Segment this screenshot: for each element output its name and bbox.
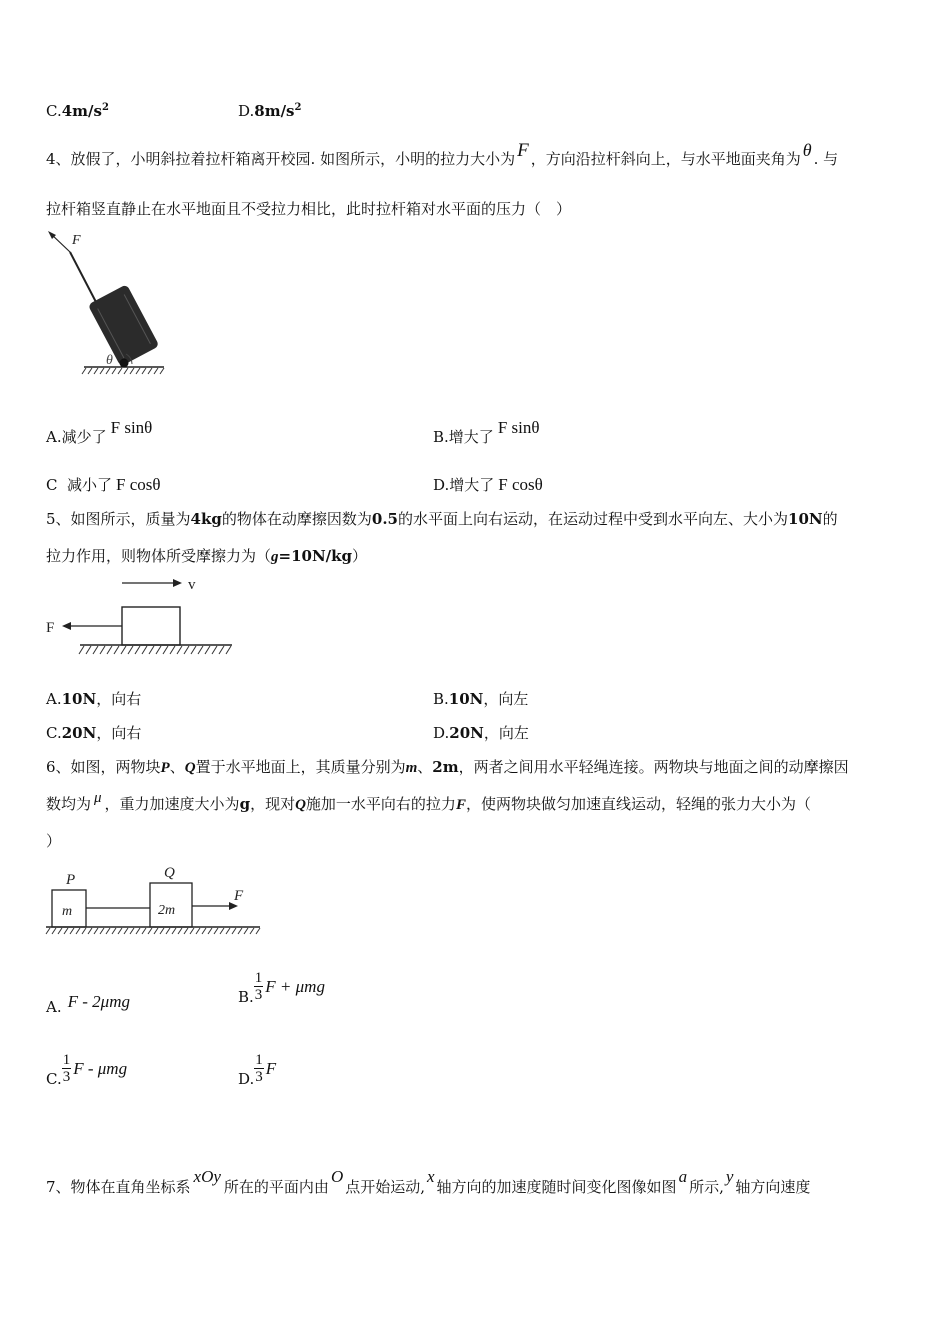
- fraction-numerator: 1: [62, 1052, 71, 1068]
- q6-option-d: [238, 1052, 277, 1088]
- q6-stem-line3: ）: [46, 832, 62, 850]
- velocity-label: v: [188, 577, 196, 593]
- fraction-one-third: [62, 1052, 72, 1085]
- text: 所在的平面内由: [223, 1178, 329, 1196]
- force-symbol: F: [455, 797, 466, 813]
- force-label: F: [46, 620, 55, 636]
- text: 5、如图所示，质量为: [46, 510, 191, 528]
- unit-exponent: 2: [101, 102, 109, 113]
- option-label: D.: [238, 1069, 255, 1088]
- block: [122, 607, 180, 645]
- option-expression: F + μmg: [265, 976, 325, 996]
- option-value: 20N: [449, 724, 484, 742]
- text: 的: [822, 510, 838, 528]
- q5-option-b: [433, 688, 528, 709]
- q5-option-d: [433, 722, 529, 743]
- option-value: 4m/s: [61, 102, 102, 120]
- text: ，现对: [250, 795, 296, 813]
- text: 施加一水平向右的拉力: [305, 795, 456, 813]
- option-label: D.: [238, 102, 255, 120]
- q6-stem-line1: [46, 756, 849, 777]
- fraction-one-third: [254, 970, 264, 1003]
- q-label: Q: [164, 865, 175, 881]
- fraction-denominator: 3: [254, 987, 263, 1003]
- velocity-arrowhead: [173, 579, 182, 587]
- q5-block-figure: [40, 572, 240, 664]
- option-direction: ，向左: [483, 724, 529, 742]
- option-label: B.: [433, 428, 449, 446]
- option-label: C: [46, 476, 58, 494]
- text: ，重力加速度大小为: [104, 795, 240, 813]
- gravity-symbol: g: [271, 549, 279, 565]
- q6-option-b: [238, 970, 325, 1006]
- text: 6、如图，两物块: [46, 758, 161, 776]
- angle-symbol: θ: [802, 140, 812, 160]
- fraction-denominator: 3: [62, 1069, 71, 1085]
- option-label: A.: [46, 998, 62, 1016]
- ground-hatching: [79, 646, 231, 654]
- suitcase-body: [88, 284, 160, 366]
- q5-option-a: [46, 688, 141, 709]
- text: ）: [352, 547, 368, 565]
- option-expression: F cosθ: [498, 475, 543, 494]
- option-label: D.: [433, 724, 450, 742]
- text: 、: [169, 758, 185, 776]
- q5-stem-line2: [46, 545, 367, 566]
- option-label: B.: [238, 987, 254, 1006]
- text: 7、物体在直角坐标系: [46, 1178, 191, 1196]
- option-direction: ，向左: [483, 690, 529, 708]
- option-value: 10N: [61, 690, 97, 708]
- text: . 与: [813, 150, 839, 168]
- force-arrowhead: [62, 622, 71, 630]
- text: ，两者之间用水平轻绳连接。两物块与地面之间的动摩擦因: [458, 758, 849, 776]
- figure-a-symbol: a: [678, 1167, 688, 1186]
- option-label: D.: [433, 476, 450, 494]
- q6-two-block-figure: [44, 860, 264, 938]
- option-value: 8m/s: [254, 102, 295, 120]
- mu-symbol: μ: [94, 790, 102, 806]
- block-q-symbol: Q: [184, 760, 196, 776]
- p-mass-label: m: [62, 904, 73, 919]
- option-value: 10N: [448, 690, 484, 708]
- q6-stem-line2: [46, 790, 811, 814]
- option-label: A.: [46, 428, 62, 446]
- q7-stem-line1: [46, 1167, 811, 1197]
- q4-stem-line2: 拉杆箱竖直静止在水平地面且不受拉力相比，此时拉杆箱对水平面的压力（ ）: [46, 200, 572, 218]
- option-text: 增大了: [449, 476, 495, 494]
- unit-exponent: 2: [294, 102, 302, 113]
- option-text: 减小了: [67, 476, 113, 494]
- option-label: A.: [46, 690, 62, 708]
- q6-option-a: [46, 994, 130, 1014]
- mass-symbol: 2m: [432, 758, 459, 776]
- ground-hatching: [82, 368, 164, 374]
- q3-option-d: [238, 102, 301, 120]
- text: 数均为: [46, 795, 92, 813]
- option-label: C.: [46, 102, 62, 120]
- option-text: 减少了: [61, 428, 107, 446]
- block-p-symbol: P: [160, 760, 170, 776]
- text: 轴方向速度: [735, 1178, 811, 1196]
- text: ，使两物块做匀加速直线运动，轻绳的张力大小为（: [465, 795, 811, 813]
- option-text: 增大了: [448, 428, 494, 446]
- q4-option-c: [46, 474, 161, 495]
- option-direction: ，向右: [96, 724, 142, 742]
- mass-value: 4kg: [190, 510, 222, 528]
- text: 点开始运动,: [345, 1178, 425, 1196]
- p-label: P: [66, 872, 76, 888]
- option-expression: F sinθ: [497, 418, 540, 437]
- text: 拉力作用，则物体所受摩擦力为（: [46, 547, 272, 565]
- text: 轴方向的加速度随时间变化图像如图: [436, 1178, 677, 1196]
- q5-option-c: [46, 722, 141, 743]
- force-label: F: [72, 233, 81, 248]
- y-axis-symbol: y: [725, 1167, 734, 1186]
- coordinate-system-symbol: xOy: [193, 1167, 221, 1186]
- suitcase-wheel: [120, 359, 129, 368]
- force-value: 10N: [788, 510, 823, 528]
- option-label: C.: [46, 724, 62, 742]
- q4-suitcase-figure: [40, 228, 180, 378]
- text: ，方向沿拉杆斜向上，与水平地面夹角为: [530, 150, 801, 168]
- fraction-numerator: 1: [255, 1052, 263, 1068]
- fraction-denominator: 3: [255, 1069, 263, 1085]
- friction-coefficient: 0.5: [371, 510, 398, 528]
- fraction-numerator: 1: [254, 970, 263, 986]
- q4-option-d: [433, 474, 543, 495]
- gravity-value: =10N/kg: [278, 547, 353, 565]
- handle-pole: [70, 252, 97, 304]
- origin-symbol: O: [330, 1167, 344, 1186]
- ground-hatching: [46, 928, 260, 934]
- text: 4、放假了，小明斜拉着拉杆箱离开校园. 如图所示，小明的拉力大小为: [46, 150, 516, 168]
- option-expression: F - μmg: [73, 1058, 128, 1078]
- q3-option-c: [46, 102, 109, 120]
- text: 置于水平地面上，其质量分别为: [195, 758, 406, 776]
- q6-option-c: [46, 1052, 128, 1088]
- option-expression: F: [265, 1058, 277, 1078]
- q-mass-label: 2m: [158, 903, 176, 918]
- q4-option-b: [433, 418, 540, 447]
- q4-option-a: [46, 418, 153, 447]
- q5-stem-line1: [46, 508, 838, 529]
- text: 的水平面上向右运动，在运动过程中受到水平向左、大小为: [398, 510, 789, 528]
- text: 的物体在动摩擦因数为: [221, 510, 372, 528]
- option-label: C.: [46, 1069, 62, 1088]
- q4-stem-line1: [46, 140, 839, 170]
- block-q-symbol: Q: [295, 797, 306, 813]
- x-axis-symbol: x: [427, 1167, 435, 1186]
- option-expression: F - 2μmg: [67, 992, 130, 1011]
- text: 所示,: [689, 1178, 724, 1196]
- fraction-one-third: [254, 1052, 264, 1085]
- option-expression: F cosθ: [116, 475, 161, 494]
- text: 、: [417, 758, 433, 776]
- option-label: B.: [433, 690, 449, 708]
- option-expression: F sinθ: [110, 418, 153, 437]
- option-direction: ，向右: [96, 690, 142, 708]
- gravity-symbol: g: [239, 795, 251, 813]
- option-value: 20N: [61, 724, 97, 742]
- angle-label: θ: [106, 353, 113, 368]
- force-symbol: F: [517, 140, 529, 161]
- force-label: F: [234, 888, 244, 904]
- mass-symbol: m: [405, 760, 418, 776]
